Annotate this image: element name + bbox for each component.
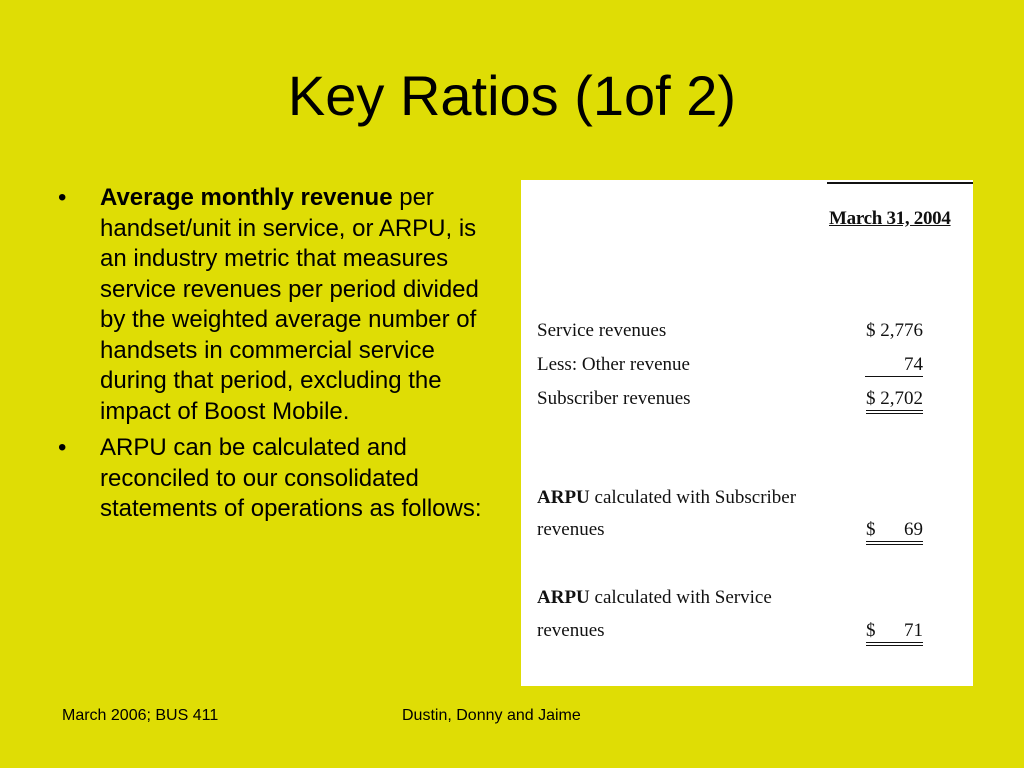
arpu-service-label	[537, 587, 772, 609]
bullet-item-arpu-definition	[58, 183, 498, 427]
bullet-text: per handset/unit in service, or ARPU, is an industry metric that measures service revenues per period divided by the weighted average number of handsets in commercial service during that period, excluding the impact of Boost Mobile.	[100, 184, 479, 425]
arpu-subscriber-value: $ 69	[866, 519, 923, 545]
footer-authors: Dustin, Donny and Jaime	[402, 707, 581, 724]
arpu-service-label-line2: revenues	[537, 620, 605, 641]
row-value-other-revenue: 74	[865, 354, 923, 377]
arpu-service-value: $ 71	[866, 620, 923, 646]
arpu-subscriber-label	[537, 487, 796, 509]
row-value-subscriber-revenues: $ 2,702	[866, 388, 923, 414]
slide-title: Key Ratios (1of 2)	[287, 64, 737, 127]
footer-course-date: March 2006; BUS 411	[62, 707, 219, 724]
bullet-marker: •	[58, 434, 67, 461]
bullet-item-arpu-calculation	[58, 433, 498, 525]
arpu-service-label-rest: calculated with Service	[589, 587, 772, 608]
bullet-bold-term: Average monthly revenue	[100, 184, 393, 211]
arpu-subscriber-label-rest: calculated with Subscriber	[589, 487, 797, 508]
arpu-table-image	[521, 180, 973, 686]
arpu-service-label-bold: ARPU	[537, 587, 590, 608]
top-rule	[827, 182, 973, 184]
arpu-subscriber-label-bold: ARPU	[537, 487, 590, 508]
arpu-subscriber-label-line2: revenues	[537, 519, 605, 540]
row-value-service-revenues: $ 2,776	[866, 320, 923, 341]
row-label-other-revenue: Less: Other revenue	[537, 354, 690, 375]
bullet-text: ARPU can be calculated and reconciled to our consolidated statements of operations as follows:	[100, 434, 482, 522]
row-label-service-revenues: Service revenues	[537, 320, 667, 341]
bullet-marker: •	[58, 184, 67, 211]
table-date-header: March 31, 2004	[829, 208, 951, 229]
bullet-list	[58, 183, 498, 531]
row-label-subscriber-revenues: Subscriber revenues	[537, 388, 691, 409]
